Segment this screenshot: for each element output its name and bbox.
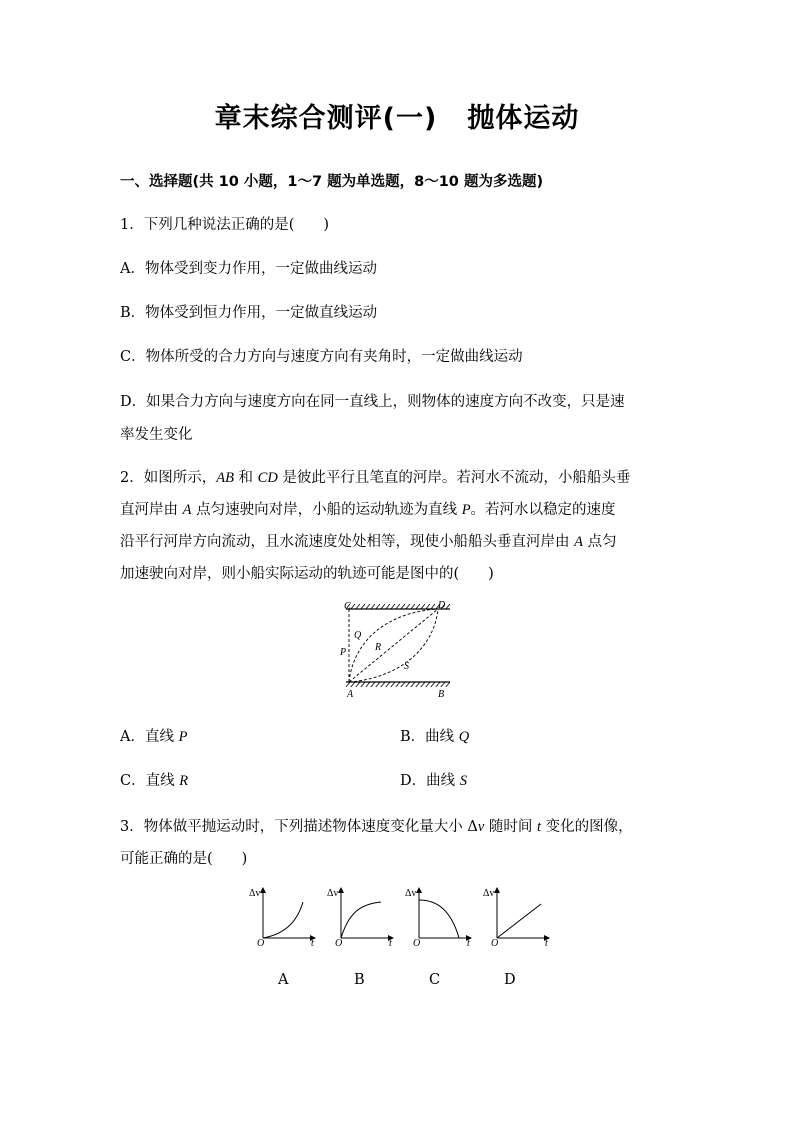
q3-text: 3．物体做平抛运动时，下列描述物体速度变化量大小 Δ: [120, 819, 478, 835]
graph-c: [405, 888, 471, 949]
q1-option-a: A．物体受到变力作用，一定做曲线运动: [120, 261, 377, 277]
graph-a-y-label: Δv: [249, 888, 261, 899]
q2-var: A: [574, 534, 583, 550]
section-heading: 一、选择题(共 10 小题，1～7 题为单选题，8～10 题为多选题): [120, 174, 544, 190]
q2-text: 和: [233, 470, 258, 486]
q2-text: 2．如图所示，: [120, 470, 217, 486]
q1-option-c: C．物体所受的合力方向与速度方向有夹角时，一定做曲线运动: [120, 349, 523, 365]
label-a: A: [347, 689, 354, 700]
graph-a: [249, 888, 315, 949]
q2-option-text: C．直线: [120, 773, 180, 789]
q2-option-text: D．曲线: [400, 773, 460, 789]
graph-caption-b: B: [354, 972, 365, 988]
label-p: P: [340, 647, 347, 658]
label-d: D: [438, 600, 446, 611]
graph-d: [483, 888, 549, 949]
q2-text: 是彼此平行且笔直的河岸。若河水不流动，小船船头垂: [277, 470, 631, 486]
river-figure: [330, 598, 465, 704]
title-main: 章末综合测评(一): [214, 103, 438, 134]
path-r: [349, 609, 438, 682]
q2-option-var: R: [179, 773, 189, 789]
label-r: R: [375, 642, 382, 653]
graph-caption-d: D: [504, 972, 516, 988]
q2-option-text: B．曲线: [400, 729, 459, 745]
label-q: Q: [354, 630, 362, 641]
title-sub: 抛体运动: [467, 103, 580, 134]
graph-c-x-label: t: [467, 938, 470, 949]
q2-option-var: S: [459, 773, 467, 789]
q2-text: 。若河水以稳定的速度: [470, 502, 616, 518]
q2-option-var: P: [178, 729, 188, 745]
q1-option-d-line2: 率发生变化: [120, 427, 193, 443]
graph-caption-a: A: [278, 972, 289, 988]
q1-option-d-line1: D．如果合力方向与速度方向在同一直线上，则物体的速度方向不改变，只是速: [120, 394, 625, 410]
q3-stem-line1: [120, 815, 633, 836]
q2-option-b: [400, 725, 469, 746]
graph-b: [327, 888, 393, 949]
label-b: B: [438, 689, 445, 700]
graph-d-x-label: t: [545, 938, 548, 949]
q2-option-d: [400, 769, 467, 790]
graph-d-origin: O: [491, 938, 499, 949]
q2-stem-line1: [120, 466, 630, 487]
q2-stem-line3: [120, 530, 617, 551]
graph-b-y-label: Δv: [327, 888, 339, 899]
q2-stem-line4: 加速驶向对岸，则小船实际运动的轨迹可能是图中的( ): [120, 566, 494, 582]
q2-text: 沿平行河岸方向流动，且水流速度处处相等，现使小船船头垂直河岸由: [120, 534, 575, 550]
q3-stem-line2: 可能正确的是( ): [120, 851, 248, 867]
q2-option-var: Q: [458, 729, 470, 745]
q2-stem-line2: [120, 498, 616, 519]
q1-option-b: B．物体受到恒力作用，一定做直线运动: [120, 305, 378, 321]
graph-a-x-label: t: [311, 938, 314, 949]
graph-caption-c: C: [429, 972, 441, 988]
q2-var: AB: [216, 470, 234, 486]
label-c: C: [344, 601, 351, 612]
q2-option-a: [120, 725, 187, 746]
q2-var: CD: [257, 470, 278, 486]
graph-b-x-label: t: [389, 938, 392, 949]
graph-b-origin: O: [335, 938, 343, 949]
graph-c-y-label: Δv: [405, 888, 417, 899]
q3-var: t: [536, 819, 541, 835]
q2-text: 点匀: [582, 534, 617, 550]
q2-var: P: [461, 502, 471, 518]
graph-d-y-label: Δv: [483, 888, 495, 899]
q3-text: 随时间: [484, 819, 537, 835]
bank-cd-hatching: [346, 604, 450, 609]
q2-var: A: [182, 502, 192, 518]
label-s: S: [404, 661, 409, 672]
graph-a-origin: O: [257, 938, 265, 949]
q2-text: 直河岸由: [120, 502, 183, 518]
q3-text: 变化的图像，: [541, 819, 633, 835]
page-title: [0, 96, 794, 135]
q2-option-text: A．直线: [120, 729, 179, 745]
q3-var: v: [477, 819, 485, 835]
q1-stem: 1．下列几种说法正确的是( ): [120, 217, 330, 233]
q2-option-c: [120, 769, 188, 790]
q2-text: 点匀速驶向对岸，小船的运动轨迹为直线: [191, 502, 462, 518]
graph-c-origin: O: [413, 938, 421, 949]
q3-graphs: [245, 882, 555, 950]
bank-ab-hatching: [346, 682, 450, 687]
